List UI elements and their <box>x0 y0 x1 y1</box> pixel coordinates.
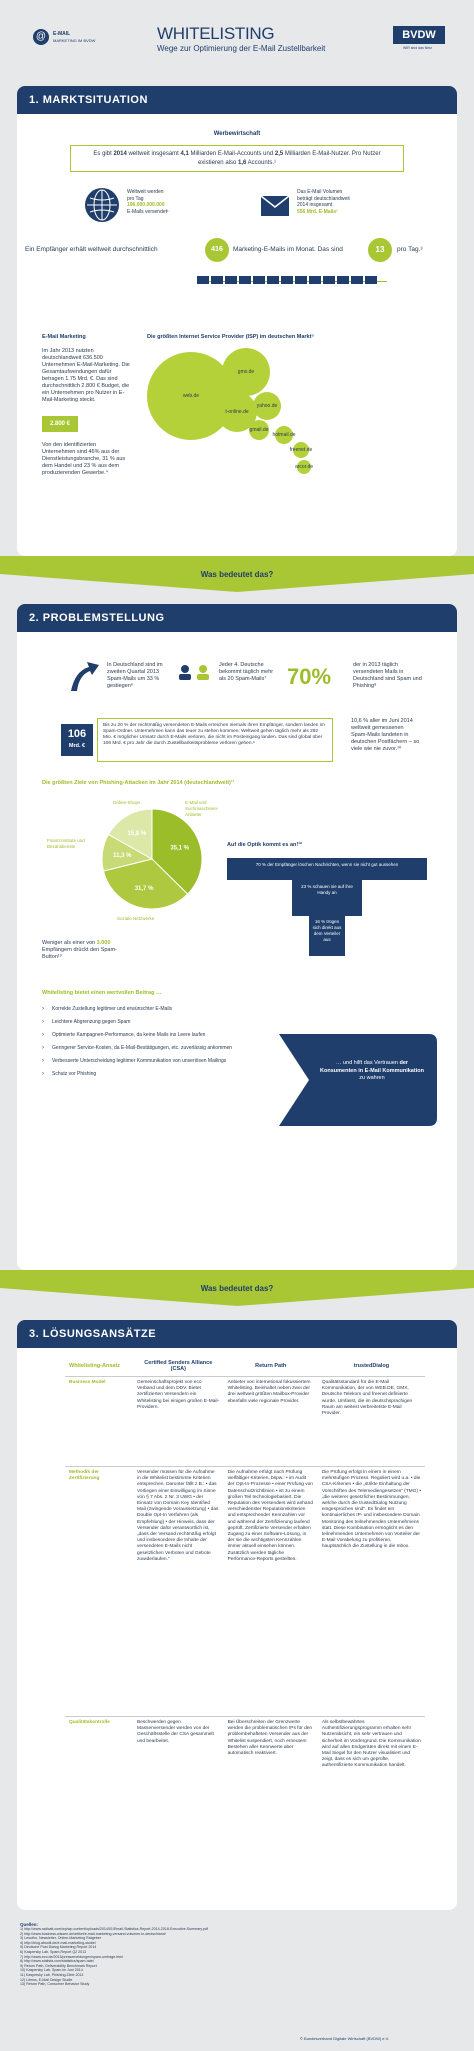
mrd-text: Bis zu 20 % der rechtmäßig versendeten E-Mails erreichen niemals ihren Empfänger, sondern landen im Spam-Ordner. Unternehmen kann das teuer zu stehen kommen: Weltweit gehen täglich mehr als 292 Mio. € möglicher Umsatz durch E-Mails verloren, die nicht im Posteingang landen. Das sind global über 106 Mrd. € pro Jahr die durch Zustellbarkeitsprobleme verloren gehen.⁹ <box>97 718 333 762</box>
trust-text-bold: der Konsumenten in E-Mail Kommunikation <box>320 1060 424 1074</box>
trust-text <box>317 1060 427 1083</box>
table-row <box>65 1377 425 1467</box>
column-header: Whitelisting-Ansatz <box>65 1356 133 1377</box>
mrd-unit: Mrd. € <box>68 743 86 749</box>
source-item: 6) Kaspersky Lab, Spam-Report Q2 2013 <box>20 1949 87 1954</box>
optik-bar-1: 70 % der Empfänger löschen Nachrichten, wenn sie nicht gut aussehen <box>227 858 427 880</box>
pie-legend-label: E-Mail und Suchmaschinen-Anbieter <box>185 800 219 817</box>
recipient-line <box>25 236 450 264</box>
weniger-text-a: Weniger als einer von <box>42 940 97 946</box>
chevron-right-icon: › <box>42 1006 44 1012</box>
table-row <box>65 1467 425 1717</box>
optik-bar-3: 16 % trügen sich direkt aus dem Verteiler aus <box>309 916 345 956</box>
source-item: 7) http://www.eco.de/2013/pressemeldungen/spam-umfrage.html <box>20 1954 124 1959</box>
pie-legend-label: Soziale Netzwerke <box>117 916 155 921</box>
isp-bubble-yahoo: yahoo.de <box>253 392 281 420</box>
weniger-value: 3.000 <box>96 940 111 946</box>
table-cell: Versender müssen für die Aufnahme in die Whitelist bestimmte Kriterien entsprechen. Darunter fällt z.B.: • das Vorliegen einer Einwilligung im Sinne von § 7 Abs. 2 Nr. 3 UWG • der Einsatz von Domain Key Identified Mail (zwingende Voraussetzung) • das Double Opt-In Verfahren (als Empfehlung) • der Hinweis, dass der Versender dafür verantwortlich ist, „dass der Versand rechtmäßig erfolgt und insbesondere die Inhalte der versendeten E-Mails nicht gesetzlichen Verboten und Gebote zuwiderlaufen.“ <box>137 1470 219 1562</box>
band-label: Was bedeutet das? <box>200 1284 274 1293</box>
accounts-text: Milliarden E-Mail-Nutzer. Pro Nutzer existieren also <box>197 151 381 166</box>
budget-badge: 2.800 € <box>42 416 78 432</box>
persons-icon <box>177 664 213 688</box>
source-item: 8) http://www.statista.com/statistics/spam-rate/ <box>20 1959 94 1964</box>
mrd-badge <box>61 724 93 756</box>
page-title: WHITELISTING <box>157 24 275 43</box>
isp-bubble-arcor: arcor.de <box>297 460 311 474</box>
mail-stat <box>297 189 407 215</box>
benefit-text: Geringerer Service-Kosten, da E-Mail-Bestätigungen, etc. zuverlässig ankommen <box>52 1045 233 1051</box>
optik-title: Auf die Optik kommt es an!¹² <box>227 842 302 848</box>
werbewirtschaft-title: Werbewirtschaft <box>213 131 261 137</box>
column-header: trustedDialog <box>318 1356 425 1377</box>
mail-text: Das E-Mail Volumen <box>297 189 343 195</box>
email-marketing-text: Im Jahr 2013 nutzten deutschlandweit 636.500 Unternehmen E-Mail-Marketing. Die Gesamtaufwendungen dafür betragen 1.75 Mrd. €. Das sind durchschnittlich 2.800 € Budget, die ein Unternehmen pro Nutzer in E-Mail-Marketing steckt. <box>42 348 130 403</box>
benefit-item <box>42 1019 272 1026</box>
isp-title: Die größten Internet Service Provider (ISP) im deutschen Markt⁵ <box>147 334 315 340</box>
benefit-text: Korrekte Zustellung legitimer und erwünschter E-Mails <box>52 1006 173 1012</box>
trust-text-a: … und hilft das Vertrauen <box>335 1060 400 1066</box>
chevron-right-icon: › <box>42 1058 44 1064</box>
email-marketing-text2: Von den identifizierten Unternehmen sind 46% aus der Dienstleistungsbranche, 31 % aus dem Handel und 23 % aus dem produzierenden Gewerbe.⁴ <box>42 442 126 476</box>
source-item: 13) Return Path, Consumer Behavior Study <box>20 1982 90 1987</box>
sources-list <box>20 1927 450 1987</box>
globe-text: pro Tag <box>127 195 144 202</box>
brand-sub: MARKETING IM BVDW <box>53 38 96 43</box>
source-item: 3) Lesotho, Newsletter, Online-Marketing Ratgeber <box>20 1936 101 1941</box>
at-icon: @ <box>33 29 49 45</box>
section-loesungsansaetze <box>17 1320 457 1910</box>
comparison-table <box>65 1356 425 1857</box>
table-cell: Bei Überschreiten der Grenzwerte werden die problematischen IPs für den problembehafteten Versender aus der Whitelist suspendiert, noch erneutem Bestehen aller Kennwerte aber automatisch reaktiviert. <box>227 1720 313 1757</box>
weniger-text <box>42 940 122 961</box>
accounts-text: Milliarden E-Mail-Accounts und <box>188 151 275 157</box>
accounts-year: 2014 <box>113 151 127 157</box>
isp-bubble-webde: web.de <box>147 352 235 440</box>
chevron-right-icon: › <box>42 1071 44 1077</box>
table-cell: Anbieter von internetional fokussiertem Whitelisting. Beinhaltet neben zwei der drei weltweit größten Mailbox-Provider ebenfalls viele regionale Provider. <box>227 1380 311 1404</box>
pie-data-label: 15,8 % <box>127 831 147 838</box>
solutions-table <box>65 1356 425 1857</box>
benefit-item <box>42 1006 272 1013</box>
source-item: 4) http://blog.absolit.de/e-mail-marketing-studie/ <box>20 1940 96 1945</box>
isp-bubble-hotmail: hotmail.de <box>275 426 293 444</box>
pie-data-label: 11,3 % <box>113 852 132 859</box>
chevron-right-icon: › <box>42 1045 44 1051</box>
isp-bubble-freenet: freenet.de <box>293 442 309 458</box>
spam-text: In Deutschland sind im zweiten Quartal 2013 Spam-Mails um 33 % gestiegen⁶ <box>107 662 163 689</box>
pct70: 70% <box>287 664 332 689</box>
persons-text: Jeder 4. Deutsche bekommt täglich mehr als 20 Spam-Mails⁷ <box>219 662 274 682</box>
side-stat: 10,6 % aller im Juni 2014 weltweit gemessenen Spam-Mails landeten in deutschen Postfächern – so viele wie nie zuvor.¹⁰ <box>351 718 420 752</box>
table-header-row <box>65 1356 425 1377</box>
source-item: 11) Kaspersky Lab, Phishing-Ziele 2014 <box>20 1972 84 1977</box>
section-problemstellung <box>17 604 457 1270</box>
header <box>17 14 457 64</box>
mail-value: 556 Mrd. E-Mails² <box>297 208 338 215</box>
pie-legend-label: Finanzinstitute und Bezahldienste <box>47 838 85 849</box>
bvdw-logo <box>393 26 445 54</box>
pie-legend-label: Online-Shops <box>113 800 141 805</box>
isp-bubble-gmail: gmail.de <box>249 420 269 440</box>
pie-title: Die größten Ziele von Phishing-Attacken im Jahr 2014 (deutschlandweit)¹¹ <box>42 780 235 786</box>
section-heading: 1. MARKTSITUATION <box>17 86 457 114</box>
table-row <box>65 1717 425 1857</box>
recipient-day-badge: 13 <box>368 238 392 262</box>
accounts-num: 2,5 <box>274 151 284 157</box>
sources <box>20 1922 450 1987</box>
isp-bubble-gmx: gmx.de <box>222 348 270 396</box>
table-cell: Die Prüfung erfolgt in einem in einem mehrstufigen Prozess. Reguliert wird u.a. • die CSA-Kriterien • die „strikte Einhaltung der Vorschriften des Telemediengesetzes“ (TMG) • „die weiterer gesetzlicher Bestimmungen, welche durch die trustedDialog Nutzung eingesprochen sind“. Es findet ein kontinuierliches IP- und insbesondere Domain Monitoring des teilnehmenden Unternehmens statt. Diese Kombination ermöglicht es den teilnehmenden Unternehmen von Vorteiler der E-Mail Vorabelung zu profitieren, hauptsächlich die Zustellung in die Inbox. <box>321 1470 422 1550</box>
benefit-item <box>42 1071 272 1078</box>
table-cell: Als selbstbewährtes Authentifizierungsprogramm erhalten sehr Nutzerabsicht, ein sehr vertrauen und sicherheit im Vordergrund. Die Kommunikation wird auf allen Endgeräten direkt mit einem E-Mail Siegel für den Nutzer visualisiert und zeigt, dass es sich um geprüfte, authentifizierte Kommunikation handelt. <box>321 1720 421 1769</box>
accounts-num: 4,1 <box>180 151 189 157</box>
spam-pct: 33 % <box>67 660 79 666</box>
recipient-month-badge: 416 <box>205 238 229 262</box>
accounts-text: weltweit insgesamt <box>126 151 181 157</box>
weniger-text-b: Empfängern drückt den Spam-Button¹³ <box>42 947 117 960</box>
optik-bar-2: 23 % schauen sie auf ihre Handy an <box>292 880 362 916</box>
isp-bubble-tonline: t-online.de <box>217 392 257 432</box>
brand-name: E-MAIL <box>53 31 71 37</box>
bvdw-tagline: WIR sind das Netz <box>403 46 432 50</box>
recipient-text: pro Tag.³ <box>397 246 423 253</box>
source-item: 5) Deutsche Post Dialog Marketing Report 2014 <box>20 1945 97 1950</box>
source-item: 1) http://www.radicati.com/wp/wp-content/uploads/2014/01/Email-Statistics-Report-2014-2018-Executive-Summary.pdf <box>20 1927 208 1931</box>
row-label: Qualitätskontrolle <box>69 1720 110 1725</box>
pie-data-label: 35,1 % <box>170 845 190 852</box>
band-label: Was bedeutet das? <box>200 570 274 579</box>
email-marketing-title: E-Mail Marketing <box>42 334 86 340</box>
benefit-text: Optimierte Kampagnen-Performance, da keine Mails ins Leere laufen <box>52 1032 206 1038</box>
bvdw-logo-box: BVDW <box>393 26 445 44</box>
chevron-right-icon: › <box>42 1019 44 1025</box>
source-item: 9) Return Path, Deliverability Benchmark Report <box>20 1963 97 1968</box>
section-heading: 2. PROBLEMSTELLUNG <box>17 604 457 632</box>
benefit-item <box>42 1058 272 1065</box>
globe-value: 196.000.000.000 <box>127 202 165 208</box>
mail-text: 2014 insgesamt <box>297 202 333 208</box>
envelope-icon <box>261 196 289 216</box>
benefit-text: Schutz vor Phishing <box>52 1071 97 1077</box>
section-marktsituation <box>17 86 457 556</box>
globe-text: E-Mails versendet¹ <box>127 208 169 215</box>
mrd-value: 106 <box>67 728 87 740</box>
section-heading: 3. LÖSUNGSANSÄTZE <box>17 1320 457 1348</box>
source-item: 12) Litmus, E-Mail Design Studie <box>20 1977 73 1982</box>
accounts-num: 1,6 <box>238 160 247 166</box>
globe-icon <box>85 188 119 222</box>
mail-text: beträgt deutschlandweit <box>297 195 350 202</box>
row-label: Business Model <box>69 1380 106 1385</box>
globe-text: Weltweit werden <box>127 189 164 195</box>
accounts-text: Accounts.¹ <box>246 160 277 166</box>
table-cell: Beschwerden gegen Massenversender werden von der Geschäftsstelle der CSA gesammelt und bearbeitet. <box>137 1720 214 1744</box>
column-header: Return Path <box>224 1356 318 1377</box>
benefits-title: Whitelisting bietet einen wertvollen Beitrag … <box>42 990 162 996</box>
envelope-row <box>197 272 387 282</box>
benefit-item <box>42 1032 272 1039</box>
globe-stat <box>127 189 237 215</box>
page-subtitle: Wege zur Optimierung der E-Mail Zustellbarkeit <box>157 44 326 53</box>
source-item: 2) http://www.business-wissen.de/artikel/e-mail-marketing-versand-volumen-in-deutschland/ <box>20 1931 166 1936</box>
phishing-pie-chart <box>97 804 207 914</box>
email-logo <box>33 29 113 49</box>
table-cell: Gemeinschaftsprojekt von eco Verband und dem DDV. Bietet zertifizierten Versendern ein Whitelisting bei einigen großen E-Mail-Providern. <box>137 1380 220 1410</box>
chevron-right-icon: › <box>42 1032 44 1038</box>
accounts-text: Es gibt <box>93 151 114 157</box>
benefit-text: Leichtere Abgrenzung gegen Spam <box>52 1019 131 1025</box>
source-item: 10) Kaspersky Lab, Spam im Juni 2014 <box>20 1968 83 1973</box>
row-label: Methodik der Zertifizierung <box>69 1470 100 1482</box>
sources-title: Quellen: <box>20 1922 39 1927</box>
table-cell: Die Aufnahme erfolgt nach Prüfung vielfältiger Kriterien, bspw.: • im Audit der Opt-In-Prozesse • einer Prüfung von Datenschutzrichtlinien • ist zu einem großen Teil technologiebasiert. Die Reputation des Versenders wird anhand verschiedenster Reputationskriterien und entsprechender Kennzahlen vor und während der Zertifizierung laufend geprüft. Zertifizierte Versender erhalten Zugang zu einer Software-Lösung, in der sie die wichtigsten Kennzahlen immer aktuell einsehen können. Zusätzlich werden tägliche Performance-Reports gestellten. <box>227 1470 313 1562</box>
trust-text-b: zu wahren <box>359 1075 385 1081</box>
benefit-item <box>42 1045 272 1052</box>
accounts-box <box>70 145 404 172</box>
table-cell: Qualitätsstandard für die E-Mail Kommunikation, der von WEB.DE, GMX, Deutsche Telekom und freenet definierte wurde. Umfasst, die im deutschsprachigen Raum am weitest verbreitetste E-Mail Provider. <box>321 1380 413 1417</box>
column-header: Certified Senders Alliance (CSA) <box>133 1356 224 1377</box>
recipient-text: Ein Empfänger erhält weltweit durchschnittlich <box>25 246 158 253</box>
pct70-text: der in 2013 täglich versendeten Mails in Deutschland sind Spam und Phishing⁸ <box>353 662 422 689</box>
benefits-list <box>42 1006 272 1084</box>
recipient-text: Marketing-E-Mails im Monat. Das sind <box>233 246 343 253</box>
pie-data-label: 31,7 % <box>134 885 154 892</box>
copyright: © Bundesverband Digitale Wirtschaft (BVDW) e.V. <box>300 2036 390 2041</box>
benefit-text: Verbesserte Unterscheidung legitimer Kommunikation von unseriösen Mailings <box>52 1058 227 1064</box>
